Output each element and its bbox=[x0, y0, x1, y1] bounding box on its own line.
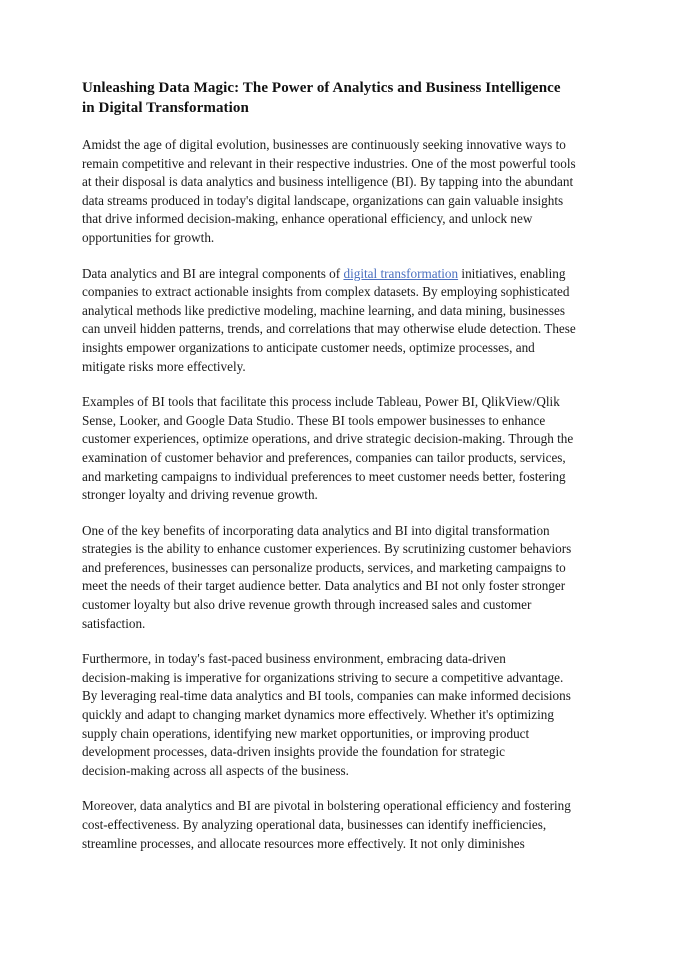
title-line-2: in Digital Transformation bbox=[82, 100, 249, 116]
digital-transformation-link[interactable]: digital transformation bbox=[343, 265, 459, 281]
paragraph-intro bbox=[82, 136, 602, 248]
text-line: and marketing campaigns to individual preferences to meet customer needs better, fostering bbox=[82, 468, 566, 484]
document-title bbox=[82, 78, 602, 118]
text-line: companies to extract actionable insights from complex datasets. By employing sophisticated bbox=[82, 284, 570, 300]
text-line: Examples of BI tools that facilitate this process include Tableau, Power BI, QlikView/Qlik bbox=[82, 394, 560, 410]
text-line: at their disposal is data analytics and business intelligence (BI). By tapping into the abundant bbox=[82, 174, 574, 190]
text-line: analytical methods like predictive modeling, machine learning, and data mining, businesses bbox=[82, 302, 566, 318]
paragraph-decision-making bbox=[82, 650, 602, 780]
text-line: customer loyalty but also drive revenue growth through increased sales and customer bbox=[82, 597, 532, 613]
paragraph-key-benefits bbox=[82, 522, 602, 634]
text-line: satisfaction. bbox=[82, 615, 146, 631]
paragraph-analytics-bi bbox=[82, 265, 602, 377]
text-line: data streams produced in today's digital landscape, organizations can gain valuable insights bbox=[82, 192, 564, 208]
text-line: Sense, Looker, and Google Data Studio. These BI tools empower businesses to enhance bbox=[82, 412, 546, 428]
text-line: decision-making is imperative for organizations striving to secure a competitive advantage. bbox=[82, 669, 564, 685]
text-line: Furthermore, in today's fast-paced business environment, embracing data-driven bbox=[82, 651, 506, 667]
text-line: can unveil hidden patterns, trends, and correlations that may otherwise elude detection. These bbox=[82, 321, 576, 337]
text-line: remain competitive and relevant in their respective industries. One of the most powerful tools bbox=[82, 155, 576, 171]
text-line: One of the key benefits of incorporating data analytics and BI into digital transformation bbox=[82, 522, 550, 538]
text-line: customer experiences, optimize operations, and drive strategic decision-making. Through the bbox=[82, 431, 574, 447]
text-line: examination of customer behavior and preferences, companies can tailor products, services, bbox=[82, 449, 566, 465]
text-line: mitigate risks more effectively. bbox=[82, 358, 246, 374]
text-line: meet the needs of their target audience better. Data analytics and BI not only foster stronger bbox=[82, 578, 566, 594]
text-line: Moreover, data analytics and BI are pivotal in bolstering operational efficiency and fostering bbox=[82, 798, 571, 814]
text-segment: Data analytics and BI are integral components of bbox=[82, 265, 344, 281]
title-line-1: Unleashing Data Magic: The Power of Analytics and Business Intelligence bbox=[82, 80, 561, 96]
text-line: streamline processes, and allocate resources more effectively. It not only diminishes bbox=[82, 835, 525, 851]
text-line: stronger loyalty and driving revenue growth. bbox=[82, 487, 318, 503]
text-line: insights empower organizations to anticipate customer needs, optimize processes, and bbox=[82, 339, 535, 355]
document-page bbox=[82, 78, 602, 870]
text-line: quickly and adapt to changing market dynamics more effectively. Whether it's optimizing bbox=[82, 707, 554, 723]
text-line: development processes, data-driven insights provide the foundation for strategic bbox=[82, 744, 505, 760]
paragraph-bi-tools bbox=[82, 393, 602, 505]
text-line: opportunities for growth. bbox=[82, 229, 215, 245]
text-line: supply chain operations, identifying new market opportunities, or improving product bbox=[82, 725, 530, 741]
text-line: decision-making across all aspects of the business. bbox=[82, 762, 349, 778]
text-line: and preferences, businesses can personalize products, services, and marketing campaigns to bbox=[82, 559, 566, 575]
text-segment: initiatives, enabling bbox=[458, 265, 566, 281]
text-line: Amidst the age of digital evolution, businesses are continuously seeking innovative ways to bbox=[82, 137, 566, 152]
text-line: that drive informed decision-making, enhance operational efficiency, and unlock new bbox=[82, 211, 533, 227]
text-line-with-link bbox=[82, 265, 602, 284]
paragraph-operational-efficiency bbox=[82, 797, 602, 853]
text-line: cost-effectiveness. By analyzing operational data, businesses can identify inefficiencies, bbox=[82, 817, 547, 832]
text-line: strategies is the ability to enhance customer experiences. By scrutinizing customer behaviors bbox=[82, 541, 572, 557]
text-line: By leveraging real-time data analytics and BI tools, companies can make informed decisions bbox=[82, 688, 571, 704]
